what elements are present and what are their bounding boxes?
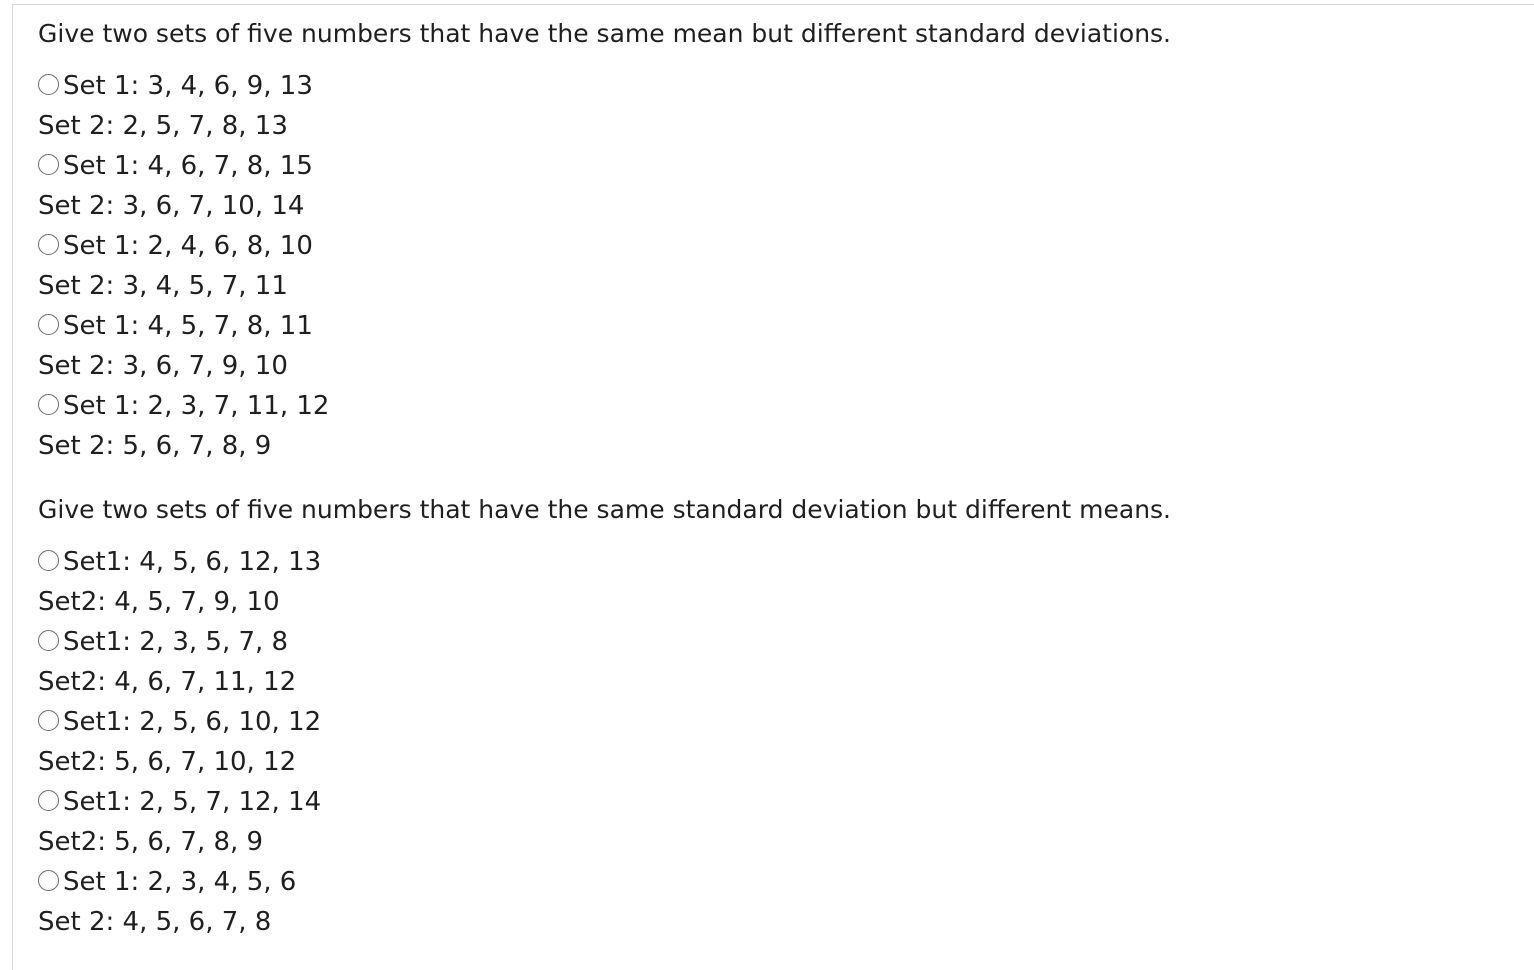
left-divider <box>12 4 13 970</box>
answer-option[interactable] <box>38 146 1534 226</box>
answer-options <box>38 542 1534 942</box>
option-set2: Set 2: 4, 5, 6, 7, 8 <box>38 907 272 937</box>
radio-button[interactable] <box>38 870 59 891</box>
answer-option[interactable] <box>38 782 1534 862</box>
option-set2: Set2: 5, 6, 7, 10, 12 <box>38 747 297 777</box>
question-same-sd <box>38 492 1534 942</box>
option-set2: Set 2: 2, 5, 7, 8, 13 <box>38 111 288 141</box>
answer-option[interactable] <box>38 862 1534 942</box>
option-set1: Set 1: 4, 6, 7, 8, 15 <box>63 151 313 181</box>
option-set2: Set2: 4, 6, 7, 11, 12 <box>38 667 297 697</box>
option-set1: Set 1: 4, 5, 7, 8, 11 <box>63 311 313 341</box>
radio-button[interactable] <box>38 550 59 571</box>
answer-options <box>38 66 1534 466</box>
answer-option[interactable] <box>38 226 1534 306</box>
option-set1: Set1: 2, 5, 6, 10, 12 <box>63 707 322 737</box>
option-set1: Set1: 2, 3, 5, 7, 8 <box>63 627 289 657</box>
radio-button[interactable] <box>38 630 59 651</box>
option-set2: Set2: 4, 5, 7, 9, 10 <box>38 587 280 617</box>
answer-option[interactable] <box>38 542 1534 622</box>
radio-button[interactable] <box>38 790 59 811</box>
option-set2: Set2: 5, 6, 7, 8, 9 <box>38 827 264 857</box>
option-set1: Set 1: 2, 3, 7, 11, 12 <box>63 391 330 421</box>
top-divider <box>12 4 1534 5</box>
option-set1: Set 1: 3, 4, 6, 9, 13 <box>63 71 313 101</box>
option-set2: Set 2: 3, 6, 7, 10, 14 <box>38 191 305 221</box>
radio-button[interactable] <box>38 154 59 175</box>
answer-option[interactable] <box>38 622 1534 702</box>
answer-option[interactable] <box>38 66 1534 146</box>
option-set2: Set 2: 5, 6, 7, 8, 9 <box>38 431 272 461</box>
answer-option[interactable] <box>38 306 1534 386</box>
radio-button[interactable] <box>38 394 59 415</box>
radio-button[interactable] <box>38 74 59 95</box>
radio-button[interactable] <box>38 710 59 731</box>
radio-button[interactable] <box>38 234 59 255</box>
answer-option[interactable] <box>38 386 1534 466</box>
option-set2: Set 2: 3, 4, 5, 7, 11 <box>38 271 288 301</box>
option-set1: Set1: 4, 5, 6, 12, 13 <box>63 547 322 577</box>
option-set1: Set 1: 2, 4, 6, 8, 10 <box>63 231 313 261</box>
option-set1: Set 1: 2, 3, 4, 5, 6 <box>63 867 297 897</box>
question-prompt: Give two sets of five numbers that have the same standard deviation but different means. <box>38 495 1172 524</box>
radio-button[interactable] <box>38 314 59 335</box>
answer-option[interactable] <box>38 702 1534 782</box>
question-same-mean <box>38 16 1534 466</box>
question-prompt: Give two sets of five numbers that have the same mean but different standard deviations. <box>38 19 1172 48</box>
option-set2: Set 2: 3, 6, 7, 9, 10 <box>38 351 288 381</box>
option-set1: Set1: 2, 5, 7, 12, 14 <box>63 787 322 817</box>
